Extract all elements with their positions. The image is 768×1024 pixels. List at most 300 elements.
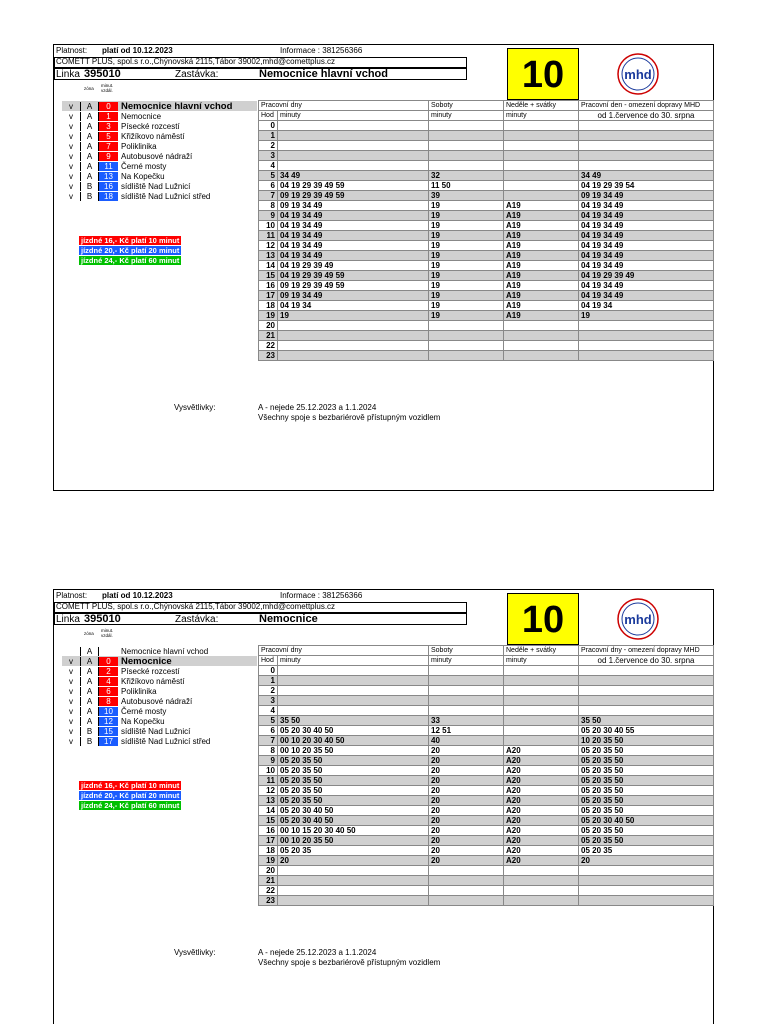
sunday-cell	[504, 351, 579, 361]
hour-cell: 7	[259, 736, 278, 746]
table-row	[259, 666, 714, 676]
saturday-cell	[429, 161, 504, 171]
saturday-cell	[429, 876, 504, 886]
saturday-cell: 19	[429, 311, 504, 321]
reduced-cell: 04 19 29 39 54	[579, 181, 714, 191]
table-row	[259, 221, 714, 231]
hour-cell: 22	[259, 341, 278, 351]
col-minutes: minuty	[278, 111, 429, 121]
stop-zone: A	[80, 122, 99, 131]
line-code: 395010	[84, 613, 121, 625]
saturday-cell: 19	[429, 291, 504, 301]
stop-row	[62, 696, 257, 706]
logo-text: mhd	[624, 612, 652, 627]
sunday-cell: A19	[504, 201, 579, 211]
saturday-cell: 33	[429, 716, 504, 726]
stop-v: v	[69, 131, 73, 141]
validity-date: platí od 10.12.2023	[102, 46, 173, 55]
hour-cell: 1	[259, 676, 278, 686]
workday-cell: 00 10 20 35 50	[278, 836, 429, 846]
stop-minutes: 5	[99, 132, 118, 141]
sunday-cell	[504, 331, 579, 341]
stop-zone: A	[80, 132, 99, 141]
hour-cell: 14	[259, 261, 278, 271]
workday-cell: 04 19 29 39 49	[278, 261, 429, 271]
hour-cell: 4	[259, 161, 278, 171]
stop-name-cell: sídliště Nad Lužnicí	[121, 726, 191, 736]
stop-zone: A	[80, 707, 99, 716]
stop-name-cell: Nemocnice	[121, 655, 172, 667]
reduced-cell	[579, 151, 714, 161]
stop-name-cell: Černé mosty	[121, 706, 167, 716]
workday-cell	[278, 896, 429, 906]
saturday-cell	[429, 351, 504, 361]
stop-zone: A	[80, 172, 99, 181]
workday-cell: 09 19 34 49	[278, 201, 429, 211]
sunday-cell: A20	[504, 786, 579, 796]
reduced-cell	[579, 351, 714, 361]
departure-table	[258, 100, 714, 361]
mhd-logo-icon	[606, 49, 670, 99]
stop-row	[62, 666, 257, 676]
table-row	[259, 171, 714, 181]
stop-row	[62, 181, 257, 191]
stop-row	[62, 171, 257, 181]
table-row	[259, 686, 714, 696]
table-row	[259, 776, 714, 786]
stop-row	[62, 111, 257, 121]
table-row	[259, 866, 714, 876]
stop-list	[62, 101, 257, 201]
saturday-cell: 20	[429, 796, 504, 806]
stop-row	[62, 736, 257, 746]
sunday-cell: A20	[504, 776, 579, 786]
col-reduced: Pracovní dny - omezení dopravy MHD	[579, 646, 714, 656]
reduced-cell: 04 19 34 49	[579, 231, 714, 241]
reduced-cell: 04 19 34 49	[579, 251, 714, 261]
stop-name-cell: Poliklinika	[121, 141, 157, 151]
reduced-cell	[579, 896, 714, 906]
stop-zone: B	[80, 182, 99, 191]
reduced-cell	[579, 161, 714, 171]
table-row	[259, 261, 714, 271]
stop-row	[62, 191, 257, 201]
saturday-cell: 20	[429, 826, 504, 836]
stop-v: v	[69, 171, 73, 181]
reduced-cell: 04 19 34 49	[579, 261, 714, 271]
legend-label: Vysvětlivky:	[174, 948, 216, 957]
sunday-cell	[504, 341, 579, 351]
stop-row	[62, 151, 257, 161]
table-row	[259, 161, 714, 171]
reduced-cell	[579, 696, 714, 706]
saturday-cell	[429, 151, 504, 161]
line-code: 395010	[84, 68, 121, 80]
workday-cell	[278, 886, 429, 896]
workday-cell	[278, 161, 429, 171]
workday-cell: 00 10 20 30 40 50	[278, 736, 429, 746]
sunday-cell: A19	[504, 261, 579, 271]
sunday-cell: A20	[504, 806, 579, 816]
workday-cell	[278, 696, 429, 706]
stop-name-cell: Na Kopečku	[121, 716, 165, 726]
saturday-cell: 19	[429, 221, 504, 231]
stop-list	[62, 646, 257, 746]
stop-v: v	[69, 726, 73, 736]
saturday-cell: 19	[429, 281, 504, 291]
info-phone: Informace : 381256366	[280, 591, 363, 600]
hour-cell: 12	[259, 241, 278, 251]
workday-cell: 19	[278, 311, 429, 321]
stop-name-cell: Na Kopečku	[121, 171, 165, 181]
sunday-cell	[504, 696, 579, 706]
note-accessible: Všechny spoje s bezbariérově přístupným vozidlem	[258, 413, 441, 422]
reduced-cell: 19	[579, 311, 714, 321]
note-exception: A - nejede 25.12.2023 a 1.1.2024	[258, 403, 377, 412]
hour-cell: 15	[259, 816, 278, 826]
saturday-cell	[429, 686, 504, 696]
stop-v: v	[69, 111, 73, 121]
table-row	[259, 251, 714, 261]
hour-cell: 6	[259, 726, 278, 736]
hour-cell: 21	[259, 876, 278, 886]
stop-name-cell: Písecké rozcestí	[121, 121, 180, 131]
workday-cell	[278, 706, 429, 716]
reduced-cell: 04 19 34 49	[579, 281, 714, 291]
line-label: Linka	[56, 614, 80, 625]
sunday-cell: A19	[504, 311, 579, 321]
sunday-cell: A19	[504, 301, 579, 311]
col-minutes: minuty	[278, 656, 429, 666]
hour-cell: 2	[259, 141, 278, 151]
table-row	[259, 331, 714, 341]
workday-cell: 04 19 34 49	[278, 211, 429, 221]
departure-table	[258, 645, 714, 906]
timetable-sheet-2	[53, 589, 714, 1024]
reduced-cell: 04 19 34 49	[579, 211, 714, 221]
stop-zone: A	[80, 697, 99, 706]
reduced-cell: 05 20 35	[579, 846, 714, 856]
stop-minutes: 7	[99, 142, 118, 151]
col-saturdays: Soboty	[429, 646, 504, 656]
stop-row	[62, 726, 257, 736]
stop-minutes: 13	[99, 172, 118, 181]
stop-v: v	[69, 121, 73, 131]
reduced-cell	[579, 141, 714, 151]
stop-name-cell: Autobusové nádraží	[121, 696, 193, 706]
stop-minutes: 18	[99, 192, 118, 201]
hour-cell: 9	[259, 211, 278, 221]
reduced-cell: 10 20 35 50	[579, 736, 714, 746]
sunday-cell: A20	[504, 746, 579, 756]
stop-v: v	[69, 696, 73, 706]
saturday-cell: 19	[429, 201, 504, 211]
workday-cell	[278, 351, 429, 361]
company-info: COMETT PLUS, spol.s r.o.,Chýnovská 2115,Tábor 39002,mhd@comettplus.cz	[56, 57, 336, 66]
sunday-cell	[504, 191, 579, 201]
table-row	[259, 311, 714, 321]
table-row	[259, 856, 714, 866]
workday-cell: 04 19 34 49	[278, 241, 429, 251]
sunday-cell	[504, 131, 579, 141]
stop-name-cell: sídliště Nad Lužnicí střed	[121, 191, 211, 201]
hour-cell: 7	[259, 191, 278, 201]
sunday-cell	[504, 321, 579, 331]
reduced-cell: 20	[579, 856, 714, 866]
reduced-cell: 05 20 35 50	[579, 836, 714, 846]
stop-minutes: 6	[99, 687, 118, 696]
workday-cell: 04 19 34	[278, 301, 429, 311]
saturday-cell: 11 50	[429, 181, 504, 191]
workday-cell: 05 20 35 50	[278, 776, 429, 786]
hour-cell: 5	[259, 171, 278, 181]
sunday-cell: A20	[504, 796, 579, 806]
line-label: Linka	[56, 69, 80, 80]
reduced-cell	[579, 331, 714, 341]
stop-v: v	[69, 656, 73, 666]
legend-label: Vysvětlivky:	[174, 403, 216, 412]
stop-minutes: 0	[99, 657, 118, 666]
col-minutes-sat: minuty	[429, 111, 504, 121]
sunday-cell	[504, 876, 579, 886]
workday-cell: 05 20 35 50	[278, 756, 429, 766]
table-row	[259, 281, 714, 291]
workday-cell	[278, 341, 429, 351]
table-row	[259, 271, 714, 281]
hour-cell: 11	[259, 231, 278, 241]
sunday-cell	[504, 706, 579, 716]
stop-name-cell: sídliště Nad Lužnicí střed	[121, 736, 211, 746]
col-saturdays: Soboty	[429, 101, 504, 111]
saturday-cell	[429, 696, 504, 706]
stop-row	[62, 716, 257, 726]
sunday-cell	[504, 886, 579, 896]
saturday-cell: 40	[429, 736, 504, 746]
hour-cell: 9	[259, 756, 278, 766]
stop-name-cell: Křižíkovo náměstí	[121, 131, 185, 141]
workday-cell: 20	[278, 856, 429, 866]
stop-row	[62, 131, 257, 141]
stop-row	[62, 646, 257, 656]
info-phone: Informace : 381256366	[280, 46, 363, 55]
saturday-cell: 19	[429, 241, 504, 251]
saturday-cell: 12 51	[429, 726, 504, 736]
stop-zone: A	[80, 102, 99, 111]
table-row	[259, 696, 714, 706]
reduced-cell: 04 19 34 49	[579, 201, 714, 211]
stop-zone: A	[80, 677, 99, 686]
hour-cell: 5	[259, 716, 278, 726]
reduced-cell: 04 19 29 39 49	[579, 271, 714, 281]
col-sundays: Neděle + svátky	[504, 101, 579, 111]
reduced-cell: 34 49	[579, 171, 714, 181]
hour-cell: 4	[259, 706, 278, 716]
minutes-col-label: minut. vzdál.	[101, 83, 114, 93]
saturday-cell: 20	[429, 776, 504, 786]
sunday-cell: A19	[504, 211, 579, 221]
reduced-cell: 04 19 34 49	[579, 291, 714, 301]
sunday-cell: A19	[504, 251, 579, 261]
summer-note: od 1.července do 30. srpna	[579, 111, 714, 121]
hour-cell: 16	[259, 281, 278, 291]
stop-zone: A	[80, 647, 99, 656]
zone-col-label: zóna	[84, 631, 94, 636]
col-reduced: Pracovní den - omezení dopravy MHD	[579, 101, 714, 111]
hour-cell: 8	[259, 201, 278, 211]
stop-label: Zastávka:	[175, 69, 219, 80]
workday-cell	[278, 141, 429, 151]
fare-3: jízdné 24,- Kč platí 60 minut	[81, 801, 180, 810]
stop-v: v	[69, 191, 73, 201]
workday-cell: 00 10 20 35 50	[278, 746, 429, 756]
hour-cell: 6	[259, 181, 278, 191]
table-row	[259, 766, 714, 776]
table-row	[259, 706, 714, 716]
stop-minutes: 9	[99, 152, 118, 161]
sunday-cell: A19	[504, 221, 579, 231]
sunday-cell: A20	[504, 766, 579, 776]
col-minutes-sun: minuty	[504, 656, 579, 666]
reduced-cell: 05 20 30 40 50	[579, 816, 714, 826]
stop-v: v	[69, 736, 73, 746]
saturday-cell	[429, 121, 504, 131]
hour-cell: 18	[259, 846, 278, 856]
sunday-cell	[504, 896, 579, 906]
workday-cell	[278, 666, 429, 676]
table-row	[259, 181, 714, 191]
stop-row	[62, 101, 257, 111]
stop-v: v	[69, 686, 73, 696]
sunday-cell	[504, 141, 579, 151]
stop-zone: A	[80, 717, 99, 726]
saturday-cell: 19	[429, 251, 504, 261]
table-row	[259, 716, 714, 726]
reduced-cell	[579, 341, 714, 351]
hour-cell: 20	[259, 321, 278, 331]
line-number: 10	[507, 593, 579, 645]
stop-minutes: 4	[99, 677, 118, 686]
saturday-cell	[429, 131, 504, 141]
saturday-cell: 20	[429, 756, 504, 766]
hour-cell: 11	[259, 776, 278, 786]
hour-cell: 15	[259, 271, 278, 281]
note-accessible: Všechny spoje s bezbariérově přístupným vozidlem	[258, 958, 441, 967]
reduced-cell: 05 20 35 50	[579, 786, 714, 796]
workday-cell: 09 19 34 49	[278, 291, 429, 301]
stop-row	[62, 161, 257, 171]
stop-row	[62, 656, 257, 666]
workday-cell	[278, 151, 429, 161]
saturday-cell	[429, 666, 504, 676]
reduced-cell: 05 20 35 50	[579, 756, 714, 766]
saturday-cell: 32	[429, 171, 504, 181]
stop-minutes: 17	[99, 737, 118, 746]
reduced-cell	[579, 686, 714, 696]
hour-cell: 13	[259, 796, 278, 806]
hour-cell: 22	[259, 886, 278, 896]
stop-name-cell: Křižíkovo náměstí	[121, 676, 185, 686]
workday-cell	[278, 131, 429, 141]
hour-cell: 10	[259, 766, 278, 776]
saturday-cell: 20	[429, 856, 504, 866]
workday-cell: 04 19 34 49	[278, 221, 429, 231]
hour-cell: 12	[259, 786, 278, 796]
summer-note: od 1.července do 30. srpna	[579, 656, 714, 666]
stop-zone: A	[80, 687, 99, 696]
stop-v: v	[69, 666, 73, 676]
saturday-cell	[429, 866, 504, 876]
hour-cell: 1	[259, 131, 278, 141]
stop-zone: A	[80, 657, 99, 666]
hour-cell: 18	[259, 301, 278, 311]
stop-minutes: 15	[99, 727, 118, 736]
hour-cell: 23	[259, 351, 278, 361]
workday-cell: 04 19 29 39 49 59	[278, 181, 429, 191]
hour-cell: 16	[259, 826, 278, 836]
sunday-cell	[504, 171, 579, 181]
table-row	[259, 746, 714, 756]
sunday-cell: A19	[504, 281, 579, 291]
stop-name: Nemocnice	[259, 613, 318, 625]
reduced-cell: 05 20 35 50	[579, 806, 714, 816]
hour-cell: 19	[259, 311, 278, 321]
workday-cell: 04 19 34 49	[278, 231, 429, 241]
sunday-cell	[504, 121, 579, 131]
saturday-cell	[429, 896, 504, 906]
reduced-cell	[579, 321, 714, 331]
stop-label: Zastávka:	[175, 614, 219, 625]
table-row	[259, 341, 714, 351]
stop-name-cell: Černé mosty	[121, 161, 167, 171]
hour-cell: 17	[259, 291, 278, 301]
table-row	[259, 231, 714, 241]
validity-label: Platnost:	[56, 46, 88, 55]
table-row	[259, 756, 714, 766]
hour-cell: 14	[259, 806, 278, 816]
reduced-cell: 05 20 30 40 55	[579, 726, 714, 736]
col-sundays: Neděle + svátky	[504, 646, 579, 656]
saturday-cell	[429, 676, 504, 686]
workday-cell: 09 19 29 39 49 59	[278, 191, 429, 201]
workday-cell: 34 49	[278, 171, 429, 181]
stop-minutes: 16	[99, 182, 118, 191]
col-workdays: Pracovní dny	[259, 646, 429, 656]
table-row	[259, 676, 714, 686]
workday-cell: 00 10 15 20 30 40 50	[278, 826, 429, 836]
reduced-cell: 04 19 34 49	[579, 221, 714, 231]
workday-cell: 05 20 30 40 50	[278, 726, 429, 736]
sunday-cell	[504, 866, 579, 876]
workday-cell	[278, 121, 429, 131]
reduced-cell: 05 20 35 50	[579, 746, 714, 756]
table-row	[259, 241, 714, 251]
stop-zone: A	[80, 162, 99, 171]
stop-zone: A	[80, 142, 99, 151]
hour-cell: 13	[259, 251, 278, 261]
table-row	[259, 886, 714, 896]
table-row	[259, 796, 714, 806]
col-hour: Hod	[259, 111, 278, 121]
stop-minutes: 11	[99, 162, 118, 171]
workday-cell: 35 50	[278, 716, 429, 726]
reduced-cell: 05 20 35 50	[579, 796, 714, 806]
reduced-cell: 04 19 34 49	[579, 241, 714, 251]
sunday-cell: A20	[504, 846, 579, 856]
table-row	[259, 321, 714, 331]
saturday-cell	[429, 141, 504, 151]
fare-2: jízdné 20,- Kč platí 20 minut	[81, 246, 180, 255]
stop-minutes: 0	[99, 102, 118, 111]
